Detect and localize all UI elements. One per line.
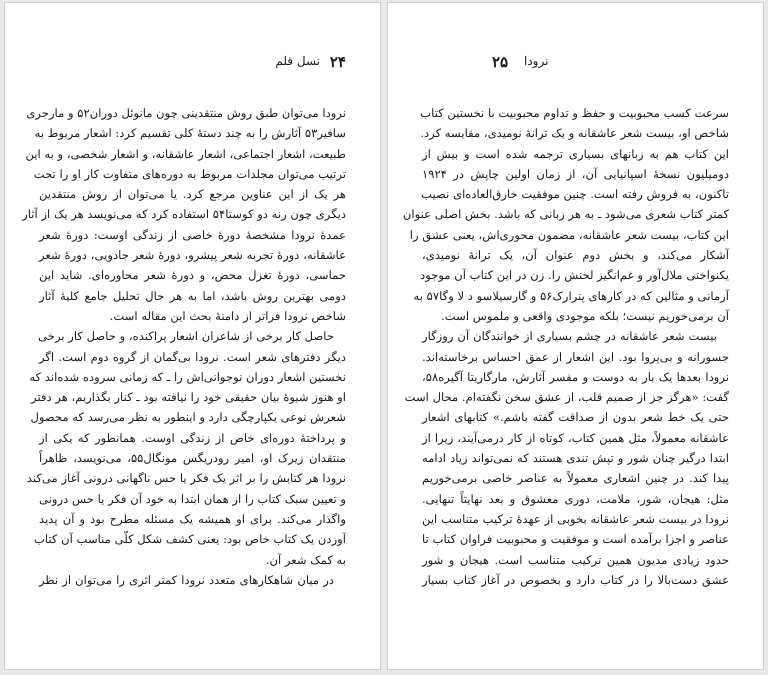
text-line: حاصل کار برخی از شاعران اشعار پراکنده، و حاصل کار برخی [38, 329, 334, 344]
text-line: جسورانه و بی‌پروا بود. این اشعار از عمق احساس برخاسته‌اند. [422, 349, 729, 364]
text-line: ابتدا درگیر چنان شور و تپش تندی هستند که نمی‌تواند زیاد ادامه [422, 451, 729, 466]
left-page [4, 2, 381, 670]
text-line: عاشقانه، دورهٔ تجربه شعر پیشرو، دورهٔ شعر جادویی، دورهٔ شعر [39, 248, 346, 263]
text-line: و تعیین سبک کتاب را از همان ابتدا به خود آن فکر یا حس درونی [39, 491, 346, 506]
text-line: شاخص او، بیست شعر عاشقانه و یک ترانهٔ نومیدی، مقایسه کرد. [420, 126, 729, 141]
text-line: نرودا بعدها یک بار به دوست و مفسر آثارش، مارگاریتا آگیره۵۸، [422, 369, 729, 384]
text-line: به کمک شعر آن. [265, 552, 346, 567]
text-line: طبیعت، اشعار اجتماعی، اشعار عاشقانه، و اشعار شخصی، و به این [25, 146, 346, 161]
text-line: دومیلیون نسخهٔ اسپانیایی آن، از زمان اولین چاپش در ۱۹۲۴ [422, 166, 729, 181]
text-line: و پرداختهٔ دوره‌ای خاص از زندگی اوست. همانطور که یکی از [39, 430, 346, 445]
text-line: حتی یک خط شعر بدون از صداقت گفته باشم.» کتابهای اشعار [422, 410, 729, 425]
text-line: ترتیب می‌توان مجلدات مربوط به دوره‌های متفاوت کار او را تحت [33, 166, 346, 181]
text-line: نرودا هر کتابش را بر اثر یک فکر یا حس ناگهانی درونی آغاز می‌کند [26, 471, 346, 486]
text-line: تاکنون، به فروش رفته است. چنین موفقیت خارق‌العاده‌ای نصیب [421, 187, 729, 202]
left-page-text [22, 103, 347, 590]
right-page [387, 2, 764, 670]
left-running-title: نسل قلم [275, 54, 320, 68]
text-line: کمتر کتاب شعری می‌شود ـ به هر زبانی که باشد. بخش اصلی عنوان [402, 207, 729, 222]
right-running-title: نرودا [524, 54, 549, 68]
text-line: گفت: «هرگز جز از صمیم قلب، از عشق سخن نگفته‌ام. محال است [404, 390, 729, 405]
text-line: پیدا کند. در چنین اشعاری معمولاً به عناصر خاصی برمی‌خوریم [422, 471, 729, 486]
text-line: عناصر و اجزا برآمده است و موفقیت و محبوبیت فراوان کتاب تا [422, 532, 729, 547]
text-line: حماسی، دورهٔ تغزل محض، و دورهٔ شعر محاوره‌ای. شاید این [39, 268, 347, 283]
right-page-header [422, 53, 729, 75]
text-line: عمدهٔ نرودا مشخصهٔ دورهٔ خاصی از زندگی اوست: دورهٔ شعر [39, 227, 346, 242]
text-line: در میان شاهکارهای متعدد نرودا کمتر اثری را می‌توان از نظر [39, 572, 334, 587]
text-line: نرودا می‌توان طبق روش منتقدینی چون مانوئل دوران۵۲ و مارجری [26, 106, 346, 120]
text-line: آوردن یک کتاب خاص بود: یعنی کشف شکل کلّی مناسب آن کتاب [33, 532, 346, 547]
text-line: نرودا در بیست شعر عاشقانه بخوبی از عهدهٔ ترکیب متناسب این [422, 511, 729, 526]
text-line: واگذار می‌کند. برای او همیشه یک مسئله مطرح بود و آن پدید [39, 511, 346, 526]
left-page-header [39, 53, 346, 75]
text-line: بیست شعر عاشقانه در چشم بسیاری از خوانندگان آن روزگار [422, 329, 717, 344]
text-line: منتقدان زیرک او، امیر رودریگس مونگال۵۵، می‌نویسد، ظاهراً [39, 451, 347, 466]
text-line: این کتاب هم به زبانهای بسیاری ترجمه شده است و بیش از [422, 146, 729, 161]
right-page-text [402, 103, 729, 590]
text-line: او هنوز شیوهٔ بیان حقیقی خود را نیافته بود ـ کنار بگذاریم، هر دفتر [31, 390, 346, 405]
text-line: شعرش نوعی یکپارچگی دارد و اینطور به نظر می‌رسد که محصول [30, 410, 346, 425]
text-line: حدود زیادی مدیون همین ترکیب متناسب است. هیجان و شور [422, 552, 729, 567]
text-line: آرمانی و مثالین که در کارهای پترارک۵۶ و گارسیلاسو د لا وگا۵۷ به [413, 288, 729, 303]
text-line: عشق دست‌بالا را در کتاب دارد و بخصوص در آغاز کتاب بسیار [422, 572, 729, 587]
text-line: دومی بهترین روش باشد، اما به هر حال تحلیل جامع کلیهٔ آثار [39, 288, 346, 303]
right-page-number: ۲۵ [492, 53, 509, 71]
text-line: شاخص نرودا فراتر از دامنهٔ بحث این مقاله است. [109, 308, 346, 323]
text-line: یکنواختی ملال‌آور و غم‌انگیز لحنش را. زن در این کتاب آن موجود [420, 268, 729, 283]
text-line: مثل: هیجان، شور، ملامت، دوری معشوق و بعد نهایتاً تنهایی. [422, 491, 729, 506]
text-line: این کتاب، بیست شعر عاشقانه، مضمون محوری‌اش، یعنی عشق را [409, 227, 729, 242]
text-line: نخستین اشعار دوران نوجوانی‌اش را ـ که زمانی سروده شده‌اند که [29, 369, 346, 384]
text-line: دیگری چون رنه دو کوستا۵۴ استفاده کرد که می‌نویسد هر یک از آثار [22, 207, 346, 222]
text-line: سرعت کسب محبوبیت و حفظ و تداوم محبوبیت با نخستین کتاب [420, 106, 729, 120]
left-page-number: ۲۴ [329, 53, 346, 71]
text-line: هر یک از این عناوین مرجع کرد. یا می‌توان از روش منتقدین [39, 187, 346, 202]
text-line: دیگر دفترهای شعر است. نرودا بی‌گمان از گروه دوم است. اگر [39, 349, 346, 364]
text-line: آشکار می‌کند، و بخش دوم عنوان آن، یک ترانهٔ نومیدی، [422, 248, 729, 263]
text-line: عاشقانه معمولاً، مثل همین کتاب، کوتاه از کار درمی‌آیند، زیرا از [422, 430, 729, 445]
text-line: آن برمی‌خوریم نیست؛ بلکه موجودی واقعی و ملموس است. [441, 308, 729, 323]
text-line: سافیر۵۳ آثارش را به چند دستهٔ کلی تقسیم کرد: اشعار مربوط به [34, 126, 346, 141]
